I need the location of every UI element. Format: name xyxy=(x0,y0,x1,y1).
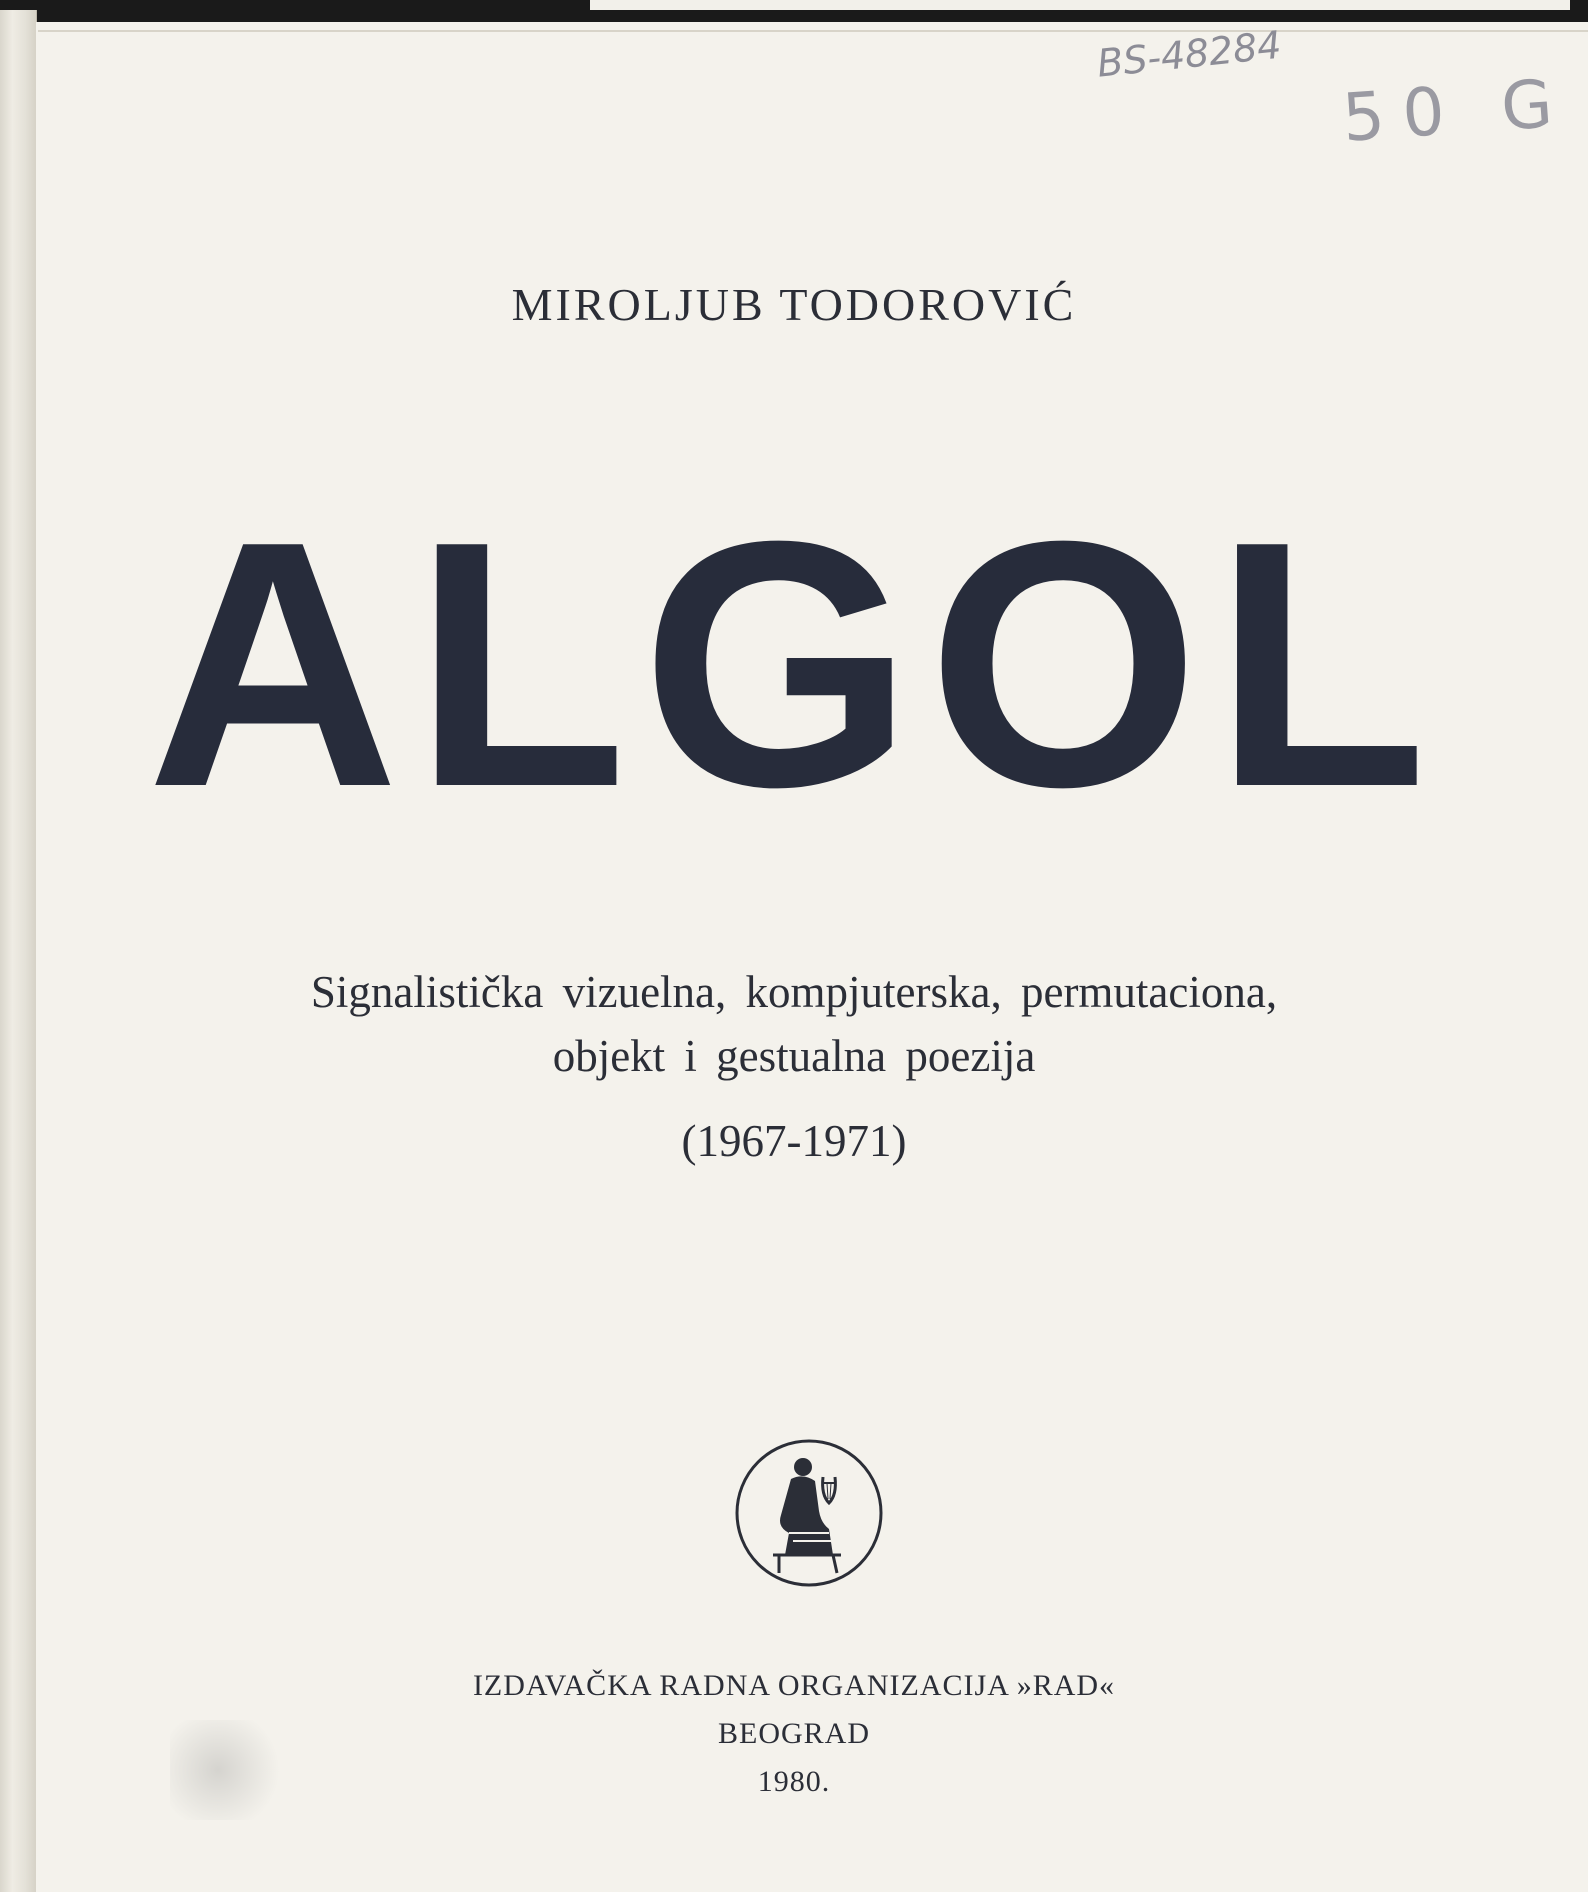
handwritten-ref-number: BS-48284 xyxy=(1095,22,1284,86)
page-top-edge xyxy=(38,30,1588,32)
paper-smudge xyxy=(170,1720,290,1820)
top-paper-edge xyxy=(590,0,1570,10)
book-title: ALGOL xyxy=(146,469,1442,860)
subtitle-line-2: objekt i gestualna poezija xyxy=(552,1031,1036,1081)
handwritten-price: 50 G xyxy=(1340,64,1573,157)
author-name: MIROLJUB TODOROVIĆ xyxy=(511,279,1077,330)
publisher-name: IZDAVAČKA RADNA ORGANIZACIJA »RAD« xyxy=(472,1669,1116,1702)
subtitle-line-1: Signalistička vizuelna, kompjuterska, permutaciona, xyxy=(310,967,1278,1017)
book-subtitle xyxy=(0,960,1588,1088)
publisher-city: BEOGRAD xyxy=(717,1717,870,1750)
years-range: (1967-1971) xyxy=(681,1116,907,1166)
publisher-logo-icon xyxy=(733,1437,885,1589)
top-dark-strip xyxy=(0,0,1588,22)
publication-year: 1980. xyxy=(757,1765,831,1798)
